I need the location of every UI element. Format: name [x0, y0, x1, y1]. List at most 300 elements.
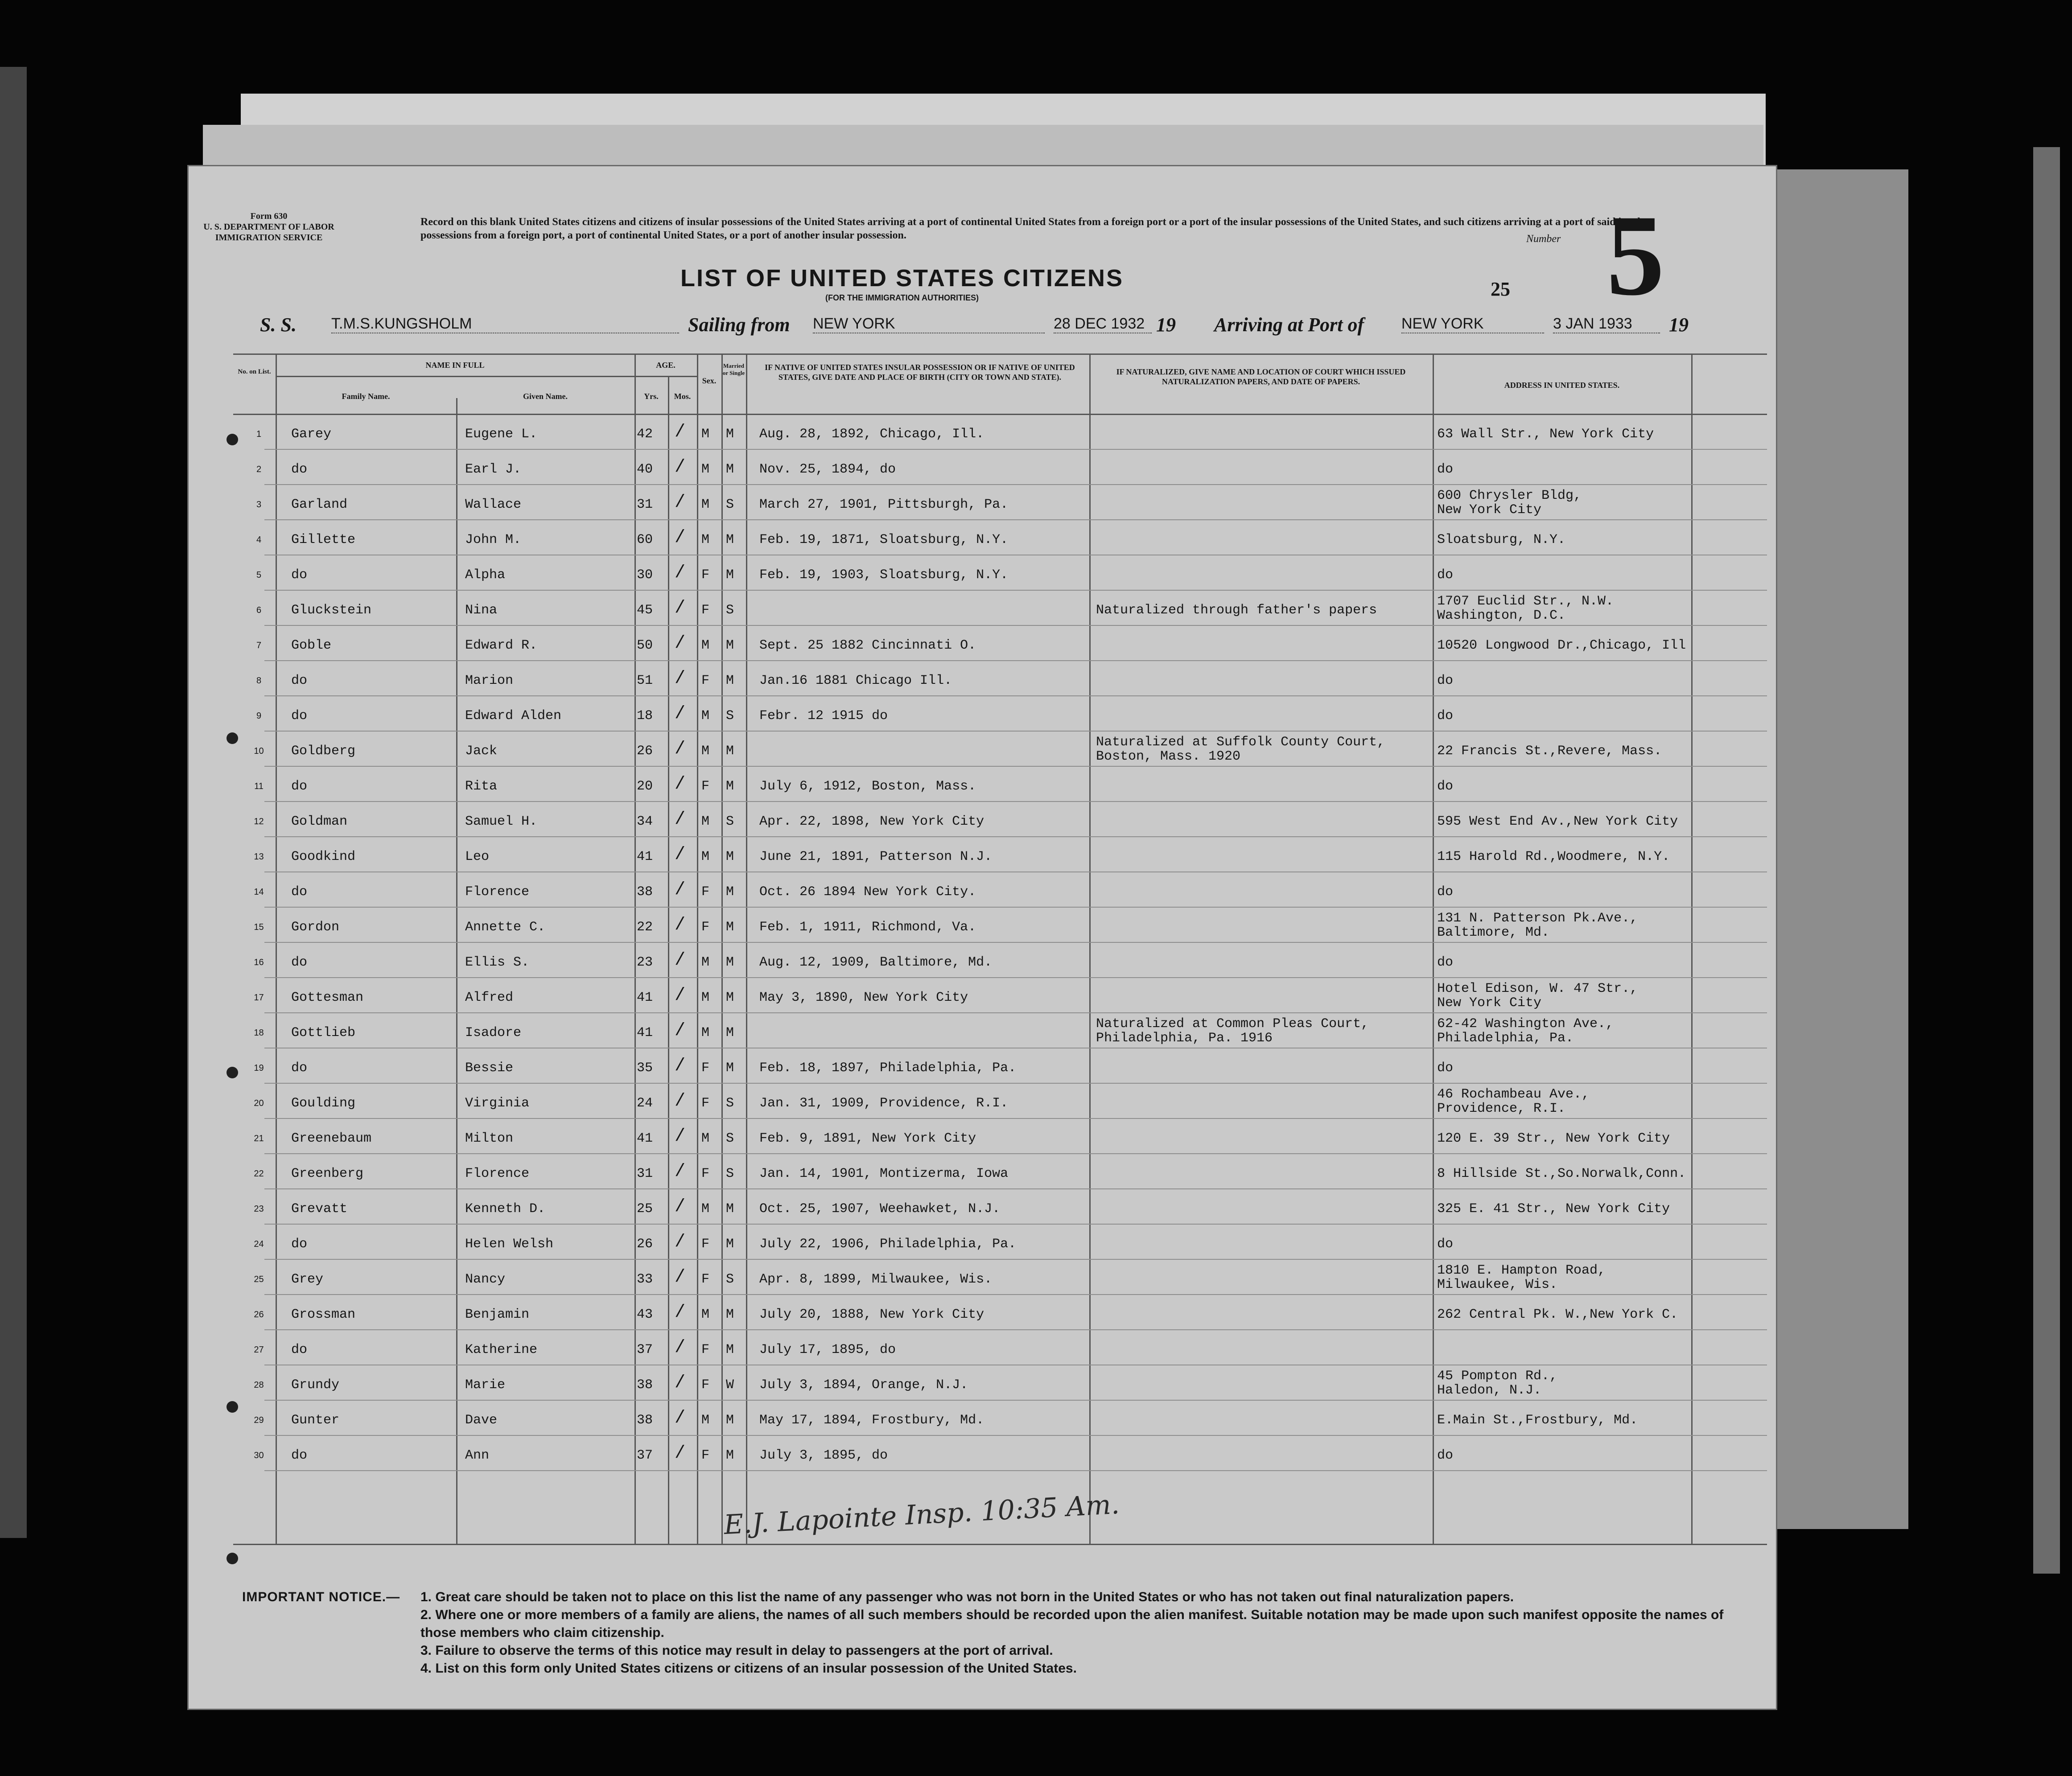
sex: F — [701, 567, 710, 583]
row-rule — [264, 695, 1767, 696]
number-label: Number — [1526, 233, 1561, 245]
sex: F — [701, 884, 710, 900]
row-rule — [264, 977, 1767, 978]
binder-hole — [227, 1067, 238, 1078]
sheet-number: 5 — [1607, 191, 1664, 320]
service-name: IMMIGRATION SERVICE — [215, 233, 323, 243]
birth-info: July 3, 1895, do — [759, 1448, 888, 1463]
row-number: 8 — [256, 676, 262, 686]
address-line-1: 1810 E. Hampton Road, — [1437, 1263, 1606, 1278]
sex: M — [701, 497, 710, 512]
marital-status: W — [726, 1377, 734, 1393]
given-name: Nina — [465, 603, 498, 618]
given-name: Milton — [465, 1131, 514, 1146]
department-name: U. S. DEPARTMENT OF LABOR — [203, 222, 334, 232]
tally-mark: / — [675, 669, 686, 689]
address-line-2: Milwaukee, Wis. — [1437, 1277, 1558, 1292]
sex: F — [701, 1448, 710, 1463]
record-instructions: Record on this blank United States citizens and citizens of insular possessions of the United States arriving at a port of continental United States from a foreign port or a port of the insular possessions of the United States, and such citizens arriving at a port of said insular possessions from a foreign port, a port of continental United States, or a port of another insular possession. — [420, 216, 1651, 241]
address-line-1: do — [1437, 462, 1454, 477]
sex: M — [701, 462, 710, 477]
marital-status: M — [726, 427, 734, 442]
birth-info: Jan.16 1881 Chicago Ill. — [759, 673, 952, 688]
family-name: Grossman — [291, 1307, 356, 1322]
marital-status: M — [726, 638, 734, 653]
sex: M — [701, 638, 710, 653]
given-name: Ellis S. — [465, 955, 530, 970]
sex: M — [701, 708, 710, 724]
row-rule — [264, 1435, 1767, 1436]
tally-mark: / — [675, 1056, 686, 1076]
family-name: Goldberg — [291, 744, 356, 759]
age-years: 38 — [637, 884, 653, 900]
sex: M — [701, 955, 710, 970]
family-name: do — [291, 1061, 308, 1076]
table-bottom-border — [233, 1544, 1767, 1545]
row-rule — [264, 1188, 1767, 1189]
notice-item-1: 1. Great care should be taken not to place on this list the name of any passenger who was not born in the United States or who has not taken out final naturalization papers. — [420, 1590, 1514, 1604]
tally-mark: / — [675, 1443, 686, 1464]
row-rule — [264, 1224, 1767, 1225]
row-number: 2 — [256, 465, 262, 474]
sex: M — [701, 1201, 710, 1217]
family-name: do — [291, 955, 308, 970]
row-rule — [264, 907, 1767, 908]
given-name: Helen Welsh — [465, 1237, 554, 1252]
row-rule — [264, 484, 1767, 485]
sex: F — [701, 603, 710, 618]
row-number: 23 — [254, 1204, 264, 1214]
row-number: 25 — [254, 1274, 264, 1284]
row-number: 6 — [256, 605, 262, 615]
year-label-2: 19 — [1669, 314, 1689, 336]
marital-status: M — [726, 1201, 734, 1217]
birth-info: Feb. 9, 1891, New York City — [759, 1131, 976, 1146]
birth-info: Aug. 12, 1909, Baltimore, Md. — [759, 955, 993, 970]
row-rule — [264, 1294, 1767, 1295]
sex: F — [701, 1272, 710, 1287]
marital-status: M — [726, 673, 734, 688]
family-name: do — [291, 673, 308, 688]
row-rule — [264, 449, 1767, 450]
family-name: Grundy — [291, 1377, 340, 1393]
address-line-1: 45 Pompton Rd., — [1437, 1369, 1558, 1384]
row-number: 24 — [254, 1239, 264, 1249]
row-number: 12 — [254, 817, 264, 826]
row-rule — [264, 1012, 1767, 1013]
marital-status: S — [726, 1096, 734, 1111]
sex: M — [701, 1307, 710, 1322]
marital-status: M — [726, 1413, 734, 1428]
given-name: Earl J. — [465, 462, 522, 477]
row-rule — [264, 1153, 1767, 1154]
birth-info: Oct. 25, 1907, Weehawket, N.J. — [759, 1201, 1001, 1217]
age-years: 30 — [637, 567, 653, 583]
row-rule — [264, 1470, 1767, 1471]
ss-label: S. S. — [260, 314, 297, 336]
marital-status: M — [726, 955, 734, 970]
marital-status: M — [726, 744, 734, 759]
given-name: Virginia — [465, 1096, 530, 1111]
arriving-label: Arriving at Port of — [1214, 314, 1364, 336]
row-number: 27 — [254, 1345, 264, 1355]
address-line-1: 10520 Longwood Dr.,Chicago, Ill — [1437, 638, 1686, 653]
address-line-1: 131 N. Patterson Pk.Ave., — [1437, 911, 1638, 926]
birth-info: March 27, 1901, Pittsburgh, Pa. — [759, 497, 1009, 512]
given-name: Kenneth D. — [465, 1201, 546, 1217]
header-given-name: Given Name. — [523, 392, 568, 401]
family-name: Goble — [291, 638, 332, 653]
address-line-2: Providence, R.I. — [1437, 1101, 1566, 1116]
family-name: do — [291, 779, 308, 794]
given-name: Annette C. — [465, 920, 546, 935]
family-name: Gottesman — [291, 990, 364, 1005]
family-name: Garland — [291, 497, 348, 512]
birth-info: July 3, 1894, Orange, N.J. — [759, 1377, 968, 1393]
binder-hole — [227, 1553, 238, 1564]
given-name: Leo — [465, 849, 490, 864]
sex: F — [701, 779, 710, 794]
row-rule — [264, 625, 1767, 626]
marital-status: M — [726, 1061, 734, 1076]
sailing-port: NEW YORK — [813, 315, 1045, 333]
address-line-1: Hotel Edison, W. 47 Str., — [1437, 981, 1638, 996]
tally-mark: / — [675, 1091, 686, 1111]
sex: M — [701, 849, 710, 864]
arriving-date: 3 JAN 1933 — [1553, 315, 1660, 333]
family-name: do — [291, 1237, 308, 1252]
page-title: LIST OF UNITED STATES CITIZENS — [680, 265, 1124, 292]
age-years: 38 — [637, 1413, 653, 1428]
family-name: Goldman — [291, 814, 348, 829]
marital-status: M — [726, 849, 734, 864]
given-name: Edward Alden — [465, 708, 562, 724]
marital-status: M — [726, 532, 734, 547]
sex: M — [701, 427, 710, 442]
table-top-border — [233, 354, 1767, 355]
given-name: Alfred — [465, 990, 514, 1005]
birth-info: Nov. 25, 1894, do — [759, 462, 896, 477]
naturalization-info: Naturalized at Suffolk County Court, Boston, Mass. 1920 — [1096, 735, 1385, 764]
age-years: 31 — [637, 1166, 653, 1181]
inspector-signature: E.J. Lapointe Insp. 10:35 Am. — [723, 1488, 1120, 1541]
page-subtitle: (FOR THE IMMIGRATION AUTHORITIES) — [825, 293, 979, 302]
family-name: Greenberg — [291, 1166, 364, 1181]
tally-mark: / — [675, 598, 686, 618]
age-years: 60 — [637, 532, 653, 547]
age-years: 35 — [637, 1061, 653, 1076]
sex: M — [701, 1413, 710, 1428]
marital-status: M — [726, 884, 734, 900]
row-number: 13 — [254, 852, 264, 862]
address-line-1: 46 Rochambeau Ave., — [1437, 1087, 1590, 1102]
marital-status: M — [726, 1307, 734, 1322]
birth-info: Oct. 26 1894 New York City. — [759, 884, 976, 900]
tally-mark: / — [675, 1338, 686, 1358]
col-divider-family — [456, 398, 457, 1544]
address-line-1: do — [1437, 1061, 1454, 1076]
row-rule — [264, 660, 1767, 661]
birth-info: Feb. 19, 1903, Sloatsburg, N.Y. — [759, 567, 1009, 583]
header-address: ADDRESS IN UNITED STATES. — [1504, 381, 1620, 390]
address-line-1: 1707 Euclid Str., N.W. — [1437, 594, 1614, 609]
family-name: Gluckstein — [291, 603, 372, 618]
family-name: do — [291, 708, 308, 724]
sex: M — [701, 990, 710, 1005]
tally-mark: / — [675, 950, 686, 970]
row-number: 18 — [254, 1028, 264, 1038]
row-rule — [264, 1118, 1767, 1119]
tally-mark: / — [675, 1408, 686, 1428]
age-years: 41 — [637, 849, 653, 864]
address-line-2: Philadelphia, Pa. — [1437, 1031, 1574, 1046]
age-years: 45 — [637, 603, 653, 618]
marital-status: M — [726, 1342, 734, 1357]
marital-status: M — [726, 1237, 734, 1252]
row-number: 29 — [254, 1415, 264, 1425]
marital-status: S — [726, 1272, 734, 1287]
address-line-1: 62-42 Washington Ave., — [1437, 1016, 1614, 1032]
address-line-1: 63 Wall Str., New York City — [1437, 427, 1654, 442]
ship-name: T.M.S.KUNGSHOLM — [331, 315, 679, 333]
age-years: 41 — [637, 1025, 653, 1040]
family-name: Grey — [291, 1272, 324, 1287]
marital-status: S — [726, 497, 734, 512]
row-number: 11 — [254, 781, 264, 791]
given-name: Benjamin — [465, 1307, 530, 1322]
family-name: do — [291, 462, 308, 477]
age-years: 41 — [637, 1131, 653, 1146]
given-name: Nancy — [465, 1272, 506, 1287]
tally-mark: / — [675, 528, 686, 548]
address-line-2: Haledon, N.J. — [1437, 1383, 1542, 1398]
birth-info: July 17, 1895, do — [759, 1342, 896, 1357]
row-rule — [264, 1400, 1767, 1401]
header-subdivider — [276, 376, 697, 377]
given-name: Samuel H. — [465, 814, 538, 829]
address-line-2: Baltimore, Md. — [1437, 925, 1550, 940]
family-name: do — [291, 1342, 308, 1357]
tally-mark: / — [675, 1126, 686, 1147]
given-name: Ann — [465, 1448, 490, 1463]
tally-mark: / — [675, 1162, 686, 1182]
given-name: Alpha — [465, 567, 506, 583]
row-number: 4 — [256, 535, 262, 545]
tally-mark: / — [675, 915, 686, 935]
left-strip — [0, 67, 27, 1538]
row-number: 26 — [254, 1310, 264, 1320]
birth-info: Jan. 14, 1901, Montizerma, Iowa — [759, 1166, 1009, 1181]
given-name: Marion — [465, 673, 514, 688]
given-name: Jack — [465, 744, 498, 759]
row-number: 19 — [254, 1063, 264, 1073]
row-rule — [264, 519, 1767, 520]
given-name: John M. — [465, 532, 522, 547]
marital-status: S — [726, 1131, 734, 1146]
tally-mark: / — [675, 1021, 686, 1041]
tally-mark: / — [675, 739, 686, 759]
header-age: AGE. — [656, 361, 676, 370]
address-line-1: do — [1437, 779, 1454, 794]
row-number: 15 — [254, 922, 264, 932]
age-years: 42 — [637, 427, 653, 442]
birth-info: May 17, 1894, Frostbury, Md. — [759, 1413, 985, 1428]
address-line-1: Sloatsburg, N.Y. — [1437, 532, 1566, 547]
row-number: 5 — [256, 570, 262, 580]
address-line-1: 8 Hillside St.,So.Norwalk,Conn. — [1437, 1166, 1686, 1181]
form-number: Form 630 — [250, 211, 288, 221]
sex: F — [701, 1096, 710, 1111]
tally-mark: / — [675, 563, 686, 583]
address-line-1: 595 West End Av.,New York City — [1437, 814, 1678, 829]
address-line-1: 120 E. 39 Str., New York City — [1437, 1131, 1670, 1146]
marital-status: M — [726, 462, 734, 477]
sex: F — [701, 1237, 710, 1252]
given-name: Katherine — [465, 1342, 538, 1357]
tally-mark: / — [675, 1197, 686, 1217]
birth-info: Apr. 22, 1898, New York City — [759, 814, 985, 829]
header-no-on-list: No. on List. — [238, 368, 271, 375]
address-line-1: do — [1437, 673, 1454, 688]
age-years: 26 — [637, 744, 653, 759]
naturalization-info: Naturalized at Common Pleas Court, Philadelphia, Pa. 1916 — [1096, 1016, 1369, 1046]
given-name: Bessie — [465, 1061, 514, 1076]
row-rule — [264, 801, 1767, 802]
row-number: 21 — [254, 1134, 264, 1143]
birth-info: May 3, 1890, New York City — [759, 990, 968, 1005]
col-divider-yrs — [668, 376, 669, 1544]
address-line-1: do — [1437, 708, 1454, 724]
family-name: do — [291, 567, 308, 583]
birth-info: Apr. 8, 1899, Milwaukee, Wis. — [759, 1272, 993, 1287]
row-number: 7 — [256, 641, 262, 650]
address-line-2: Washington, D.C. — [1437, 608, 1566, 623]
row-number: 9 — [256, 711, 262, 721]
birth-info: Feb. 19, 1871, Sloatsburg, N.Y. — [759, 532, 1009, 547]
given-name: Florence — [465, 1166, 530, 1181]
age-years: 40 — [637, 462, 653, 477]
sex: F — [701, 1377, 710, 1393]
age-years: 33 — [637, 1272, 653, 1287]
sex: F — [701, 1342, 710, 1357]
family-name: do — [291, 1448, 308, 1463]
table-header-bottom — [233, 414, 1767, 415]
sex: M — [701, 744, 710, 759]
voyage-info — [260, 313, 1731, 340]
age-years: 22 — [637, 920, 653, 935]
tally-mark: / — [675, 880, 686, 900]
age-years: 18 — [637, 708, 653, 724]
sheet-number-small: 25 — [1491, 278, 1510, 300]
age-years: 25 — [637, 1201, 653, 1217]
notice-label: IMPORTANT NOTICE.— — [242, 1590, 400, 1604]
header-name-in-full: NAME IN FULL — [425, 361, 485, 370]
tally-mark: / — [675, 845, 686, 865]
naturalization-info: Naturalized through father's papers — [1096, 603, 1377, 618]
age-years: 43 — [637, 1307, 653, 1322]
row-number: 20 — [254, 1098, 264, 1108]
tally-mark: / — [675, 1303, 686, 1323]
right-edge-sheet — [1766, 169, 1908, 1529]
sex: M — [701, 1131, 710, 1146]
row-rule — [264, 1259, 1767, 1260]
tally-mark: / — [675, 1373, 686, 1393]
tally-mark: / — [675, 633, 686, 654]
arriving-port: NEW YORK — [1401, 315, 1544, 333]
row-number: 17 — [254, 993, 264, 1003]
tally-mark: / — [675, 704, 686, 724]
row-rule — [264, 1329, 1767, 1330]
binder-hole — [227, 1401, 238, 1413]
sex: M — [701, 1025, 710, 1040]
given-name: Eugene L. — [465, 427, 538, 442]
tally-mark: / — [675, 493, 686, 513]
sex: M — [701, 814, 710, 829]
header-married-single: Married or Single — [722, 362, 745, 376]
given-name: Isadore — [465, 1025, 522, 1040]
marital-status: M — [726, 779, 734, 794]
family-name: Greenebaum — [291, 1131, 372, 1146]
marital-status: M — [726, 567, 734, 583]
age-years: 31 — [637, 497, 653, 512]
address-line-1: E.Main St.,Frostbury, Md. — [1437, 1413, 1638, 1428]
age-years: 23 — [637, 955, 653, 970]
birth-info: Feb. 1, 1911, Richmond, Va. — [759, 920, 976, 935]
manifest-page — [187, 165, 1777, 1710]
year-label: 19 — [1156, 314, 1176, 336]
address-line-1: do — [1437, 1237, 1454, 1252]
tally-mark: / — [675, 774, 686, 794]
row-number: 16 — [254, 958, 264, 967]
row-number: 10 — [254, 746, 264, 756]
header-birth-info: IF NATIVE OF UNITED STATES INSULAR POSSESSION OR IF NATIVE OF UNITED STATES, GIVE DATE AND PLACE OF BIRTH (CITY OR TOWN AND STATE). — [765, 363, 1075, 382]
marital-status: M — [726, 920, 734, 935]
family-name: Gordon — [291, 920, 340, 935]
sailing-date: 28 DEC 1932 — [1054, 315, 1152, 333]
address-line-1: 22 Francis St.,Revere, Mass. — [1437, 744, 1662, 759]
sailing-label: Sailing from — [688, 314, 790, 336]
age-years: 24 — [637, 1096, 653, 1111]
age-years: 37 — [637, 1342, 653, 1357]
tally-mark: / — [675, 422, 686, 442]
header-yrs: Yrs. — [644, 392, 659, 401]
address-line-1: 115 Harold Rd.,Woodmere, N.Y. — [1437, 849, 1670, 864]
family-name: Grevatt — [291, 1201, 348, 1217]
address-line-1: do — [1437, 1448, 1454, 1463]
tally-mark: / — [675, 986, 686, 1006]
address-line-1: do — [1437, 955, 1454, 970]
row-rule — [264, 942, 1767, 943]
row-rule — [264, 1083, 1767, 1084]
age-years: 41 — [637, 990, 653, 1005]
marital-status: M — [726, 1448, 734, 1463]
address-line-2: New York City — [1437, 995, 1542, 1011]
marital-status: S — [726, 1166, 734, 1181]
birth-info: July 22, 1906, Philadelphia, Pa. — [759, 1237, 1017, 1252]
family-name: Garey — [291, 427, 332, 442]
given-name: Rita — [465, 779, 498, 794]
family-name: Goodkind — [291, 849, 356, 864]
birth-info: July 20, 1888, New York City — [759, 1307, 985, 1322]
row-rule — [264, 590, 1767, 591]
family-name: Gunter — [291, 1413, 340, 1428]
given-name: Wallace — [465, 497, 522, 512]
birth-info: June 21, 1891, Patterson N.J. — [759, 849, 993, 864]
address-line-1: 262 Central Pk. W.,New York C. — [1437, 1307, 1678, 1322]
birth-info: Sept. 25 1882 Cincinnati O. — [759, 638, 976, 653]
address-line-1: do — [1437, 884, 1454, 900]
age-years: 20 — [637, 779, 653, 794]
